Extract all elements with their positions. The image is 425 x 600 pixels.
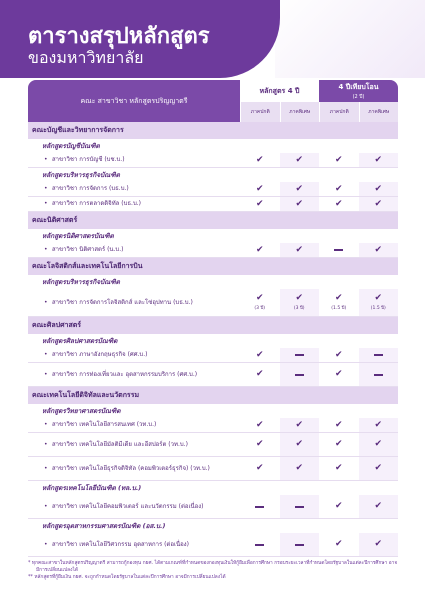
availability-cell [359, 457, 399, 480]
availability-cell [359, 433, 399, 456]
availability-cell [280, 182, 320, 196]
availability-cell [280, 348, 320, 362]
course-name [28, 153, 240, 167]
check-icon: ✔ [295, 244, 304, 255]
check-icon: ✔ [295, 198, 304, 209]
footnote: ** หลักสูตรที่กู้ยืมเงิน กยศ. จะถูกกำหนดโดยรัฐบาลในแต่ละปีการศึกษา อาจมีการเปลี่ยนแปลงได้ [28, 575, 226, 581]
program-row: หลักสูตรวิทยาศาสตรบัณฑิต [42, 407, 121, 415]
availability-cell [359, 533, 399, 556]
availability-cell [240, 289, 280, 316]
dash-icon [295, 506, 304, 508]
check-icon: ✔ [295, 154, 304, 165]
availability-cell [280, 243, 320, 257]
availability-cell [359, 418, 399, 432]
course-name [28, 533, 240, 556]
check-icon: ✔ [334, 439, 343, 449]
footnote: * ทุกคณะสาขาในหลักสูตรปริญญาตรี สามารถกู้กองทุน กยศ. ได้ตามเกณฑ์ที่กำหนดของกองทุนเงินให้กู้ยืมเพื่อการศึกษา กรอบระยะเวลาที่กำหนดโดยรัฐบาลในแต่ละปีการศึกษา อาจมีการเปลี่ยนแปลงได้ [28, 561, 398, 574]
page-subtitle: ของมหาวิทยาลัย [28, 48, 144, 67]
availability-cell [240, 348, 280, 362]
program-row: หลักสูตรบริหารธุรกิจบัณฑิต [42, 171, 120, 179]
course-label: สาขาวิชา เทคโนโลยีสารสนเทศ (วท.บ.) [52, 421, 157, 429]
course-name [28, 289, 240, 316]
availability-cell [240, 153, 280, 167]
dash-icon [374, 354, 383, 356]
availability-cell [319, 418, 359, 432]
check-icon: ✔ [295, 463, 304, 473]
availability-cell [319, 363, 359, 386]
check-icon: ✔ [334, 501, 343, 511]
check-icon: ✔ [334, 419, 343, 430]
course-name [28, 457, 240, 480]
availability-cell [280, 433, 320, 456]
check-icon: ✔ [374, 154, 383, 165]
course-row [28, 153, 398, 168]
header-decoration [275, 0, 425, 78]
duration-label: (3 ปี) [293, 306, 305, 311]
availability-cell [319, 348, 359, 362]
header-group-transfer-sub: (2 ปี) [352, 93, 365, 100]
check-icon: ✔ [334, 369, 343, 379]
course-row [28, 289, 398, 317]
course-name [28, 182, 240, 196]
header-sub-special: ภาคพิเศษ [359, 102, 399, 122]
bullet-icon: • [44, 440, 48, 448]
bullet-icon: • [44, 540, 48, 548]
availability-cell [240, 197, 280, 211]
check-icon: ✔ [255, 463, 264, 473]
check-icon: ✔ [334, 183, 343, 194]
check-icon: ✔ [374, 183, 383, 194]
table-header [28, 80, 398, 122]
duration-label: (1.5 ปี) [370, 306, 386, 311]
check-icon: ✔ [295, 439, 304, 449]
check-icon: ✔ [295, 293, 304, 303]
dash-icon [255, 506, 264, 508]
faculty-row: คณะนิติศาสตร์ [28, 212, 398, 229]
course-name [28, 433, 240, 456]
availability-cell [280, 495, 320, 518]
availability-cell [240, 418, 280, 432]
duration-label: (1.5 ปี) [331, 306, 347, 311]
course-name [28, 363, 240, 386]
availability-cell [319, 153, 359, 167]
availability-cell [240, 457, 280, 480]
course-name [28, 348, 240, 362]
check-icon: ✔ [374, 539, 383, 549]
availability-cell [240, 533, 280, 556]
check-icon: ✔ [334, 463, 343, 473]
footnotes [28, 560, 398, 582]
availability-cell [359, 289, 399, 316]
faculty-row: คณะโลจิสติกส์และเทคโนโลยีการบิน [28, 258, 398, 275]
dash-icon [255, 544, 264, 546]
availability-cell [240, 433, 280, 456]
availability-cell [359, 197, 399, 211]
bullet-icon: • [44, 156, 48, 164]
course-label: สาขาวิชา การบัญชี (บช.บ.) [52, 156, 125, 164]
availability-cell [359, 153, 399, 167]
course-label: สาขาวิชา การตลาดดิจิทัล (บธ.บ.) [52, 200, 142, 208]
check-icon: ✔ [374, 293, 383, 303]
course-row [28, 418, 398, 433]
bullet-icon: • [44, 185, 48, 193]
check-icon: ✔ [255, 183, 264, 194]
course-name [28, 495, 240, 518]
course-label: สาขาวิชา นิติศาสตร์ (น.บ.) [52, 246, 124, 254]
availability-cell [359, 495, 399, 518]
availability-cell [359, 182, 399, 196]
check-icon: ✔ [255, 293, 264, 303]
course-row [28, 495, 398, 519]
check-icon: ✔ [255, 198, 264, 209]
bullet-icon: • [44, 200, 48, 208]
availability-cell [319, 495, 359, 518]
course-name [28, 197, 240, 211]
availability-cell [280, 289, 320, 316]
course-name [28, 243, 240, 257]
availability-cell [319, 289, 359, 316]
check-icon: ✔ [374, 419, 383, 430]
program-row: หลักสูตรอุตสาหกรรมศาสตรบัณฑิต (อส.บ.) [42, 522, 166, 530]
course-name [28, 418, 240, 432]
bullet-icon: • [44, 421, 48, 429]
course-label: สาขาวิชา การจัดการ (บธ.บ.) [52, 185, 129, 193]
course-row [28, 457, 398, 481]
check-icon: ✔ [334, 293, 343, 303]
availability-cell [280, 418, 320, 432]
check-icon: ✔ [374, 439, 383, 449]
check-icon: ✔ [255, 439, 264, 449]
header-group-transfer [319, 80, 398, 102]
check-icon: ✔ [374, 198, 383, 209]
availability-cell [280, 363, 320, 386]
check-icon: ✔ [334, 539, 343, 549]
check-icon: ✔ [295, 419, 304, 430]
bullet-icon: • [44, 502, 48, 510]
availability-cell [280, 197, 320, 211]
check-icon: ✔ [334, 349, 343, 360]
program-row: หลักสูตรบริหารธุรกิจบัณฑิต [42, 278, 120, 286]
availability-cell [280, 533, 320, 556]
check-icon: ✔ [255, 369, 264, 379]
bullet-icon: • [44, 298, 48, 306]
header-sub-regular: ภาคปกติ [240, 102, 280, 122]
curriculum-table [28, 80, 398, 557]
course-label: สาขาวิชา เทคโนโลยีวิศวกรรม อุตสาหการ (ต่อเนื่อง) [52, 540, 189, 548]
course-label: สาขาวิชา ภาษาอังกฤษธุรกิจ (ศศ.บ.) [52, 351, 148, 359]
availability-cell [319, 197, 359, 211]
availability-cell [319, 182, 359, 196]
course-row [28, 433, 398, 457]
course-label: สาขาวิชา การท่องเที่ยวและ อุตสาหกรรมบริการ (ศศ.บ.) [52, 370, 198, 378]
availability-cell [280, 457, 320, 480]
bullet-icon: • [44, 351, 48, 359]
availability-cell [240, 363, 280, 386]
availability-cell [319, 433, 359, 456]
check-icon: ✔ [255, 419, 264, 430]
check-icon: ✔ [374, 244, 383, 255]
availability-cell [319, 457, 359, 480]
bullet-icon: • [44, 246, 48, 254]
availability-cell [359, 243, 399, 257]
course-row [28, 348, 398, 363]
duration-label: (3 ปี) [254, 306, 266, 311]
course-row [28, 243, 398, 258]
page-title: ตารางสรุปหลักสูตร [28, 24, 210, 49]
availability-cell [240, 182, 280, 196]
check-icon: ✔ [295, 183, 304, 194]
availability-cell [240, 243, 280, 257]
course-row [28, 197, 398, 212]
availability-cell [240, 495, 280, 518]
check-icon: ✔ [255, 244, 264, 255]
faculty-row: คณะบัญชีและวิทยาการจัดการ [28, 122, 398, 139]
dash-icon [334, 249, 343, 251]
availability-cell [319, 243, 359, 257]
check-icon: ✔ [334, 154, 343, 165]
check-icon: ✔ [255, 154, 264, 165]
program-row: หลักสูตรนิติศาสตรบัณฑิต [42, 232, 114, 240]
availability-cell [359, 363, 399, 386]
dash-icon [295, 354, 304, 356]
course-row [28, 533, 398, 557]
faculty-row: คณะเทคโนโลยีดิจิทัลและนวัตกรรม [28, 387, 398, 404]
bullet-icon: • [44, 370, 48, 378]
availability-cell [319, 533, 359, 556]
header-sub-special: ภาคพิเศษ [280, 102, 320, 122]
course-label: สาขาวิชา เทคโนโลยีธุรกิจดิจิทัล (คอมพิวเตอร์ธุรกิจ) (วท.บ.) [52, 464, 210, 472]
dash-icon [295, 374, 304, 376]
check-icon: ✔ [334, 198, 343, 209]
program-row: หลักสูตรบัญชีบัณฑิต [42, 142, 100, 150]
course-label: สาขาวิชา เทคโนโลยีมัลติมีเดีย และอีสปอร์ต (วท.บ.) [52, 440, 188, 448]
course-row [28, 363, 398, 387]
faculty-row: คณะศิลปศาสตร์ [28, 317, 398, 334]
availability-cell [280, 153, 320, 167]
table-body [28, 122, 398, 557]
bullet-icon: • [44, 464, 48, 472]
header-group-transfer-label: 4 ปีเทียบโอน [338, 82, 379, 91]
course-row [28, 182, 398, 197]
program-row: หลักสูตรเทคโนโลยีบัณฑิต (ทล.บ.) [42, 484, 142, 492]
availability-cell [359, 348, 399, 362]
header-group-4-year: หลักสูตร 4 ปี [240, 80, 319, 102]
dash-icon [374, 374, 383, 376]
dash-icon [295, 544, 304, 546]
program-row: หลักสูตรศิลปศาสตรบัณฑิต [42, 337, 118, 345]
header-sub-regular: ภาคปกติ [319, 102, 359, 122]
course-label: สาขาวิชา เทคโนโลยีคอมพิวเตอร์ และนวัตกรรม (ต่อเนื่อง) [52, 502, 204, 510]
check-icon: ✔ [374, 501, 383, 511]
check-icon: ✔ [374, 463, 383, 473]
header-course-column: คณะ สาขาวิชา หลักสูตรปริญญาตรี [28, 80, 240, 122]
check-icon: ✔ [255, 349, 264, 360]
header [0, 0, 425, 78]
course-label: สาขาวิชา การจัดการโลจิสติกส์ และโซ่อุปทาน (บธ.บ.) [52, 298, 193, 306]
